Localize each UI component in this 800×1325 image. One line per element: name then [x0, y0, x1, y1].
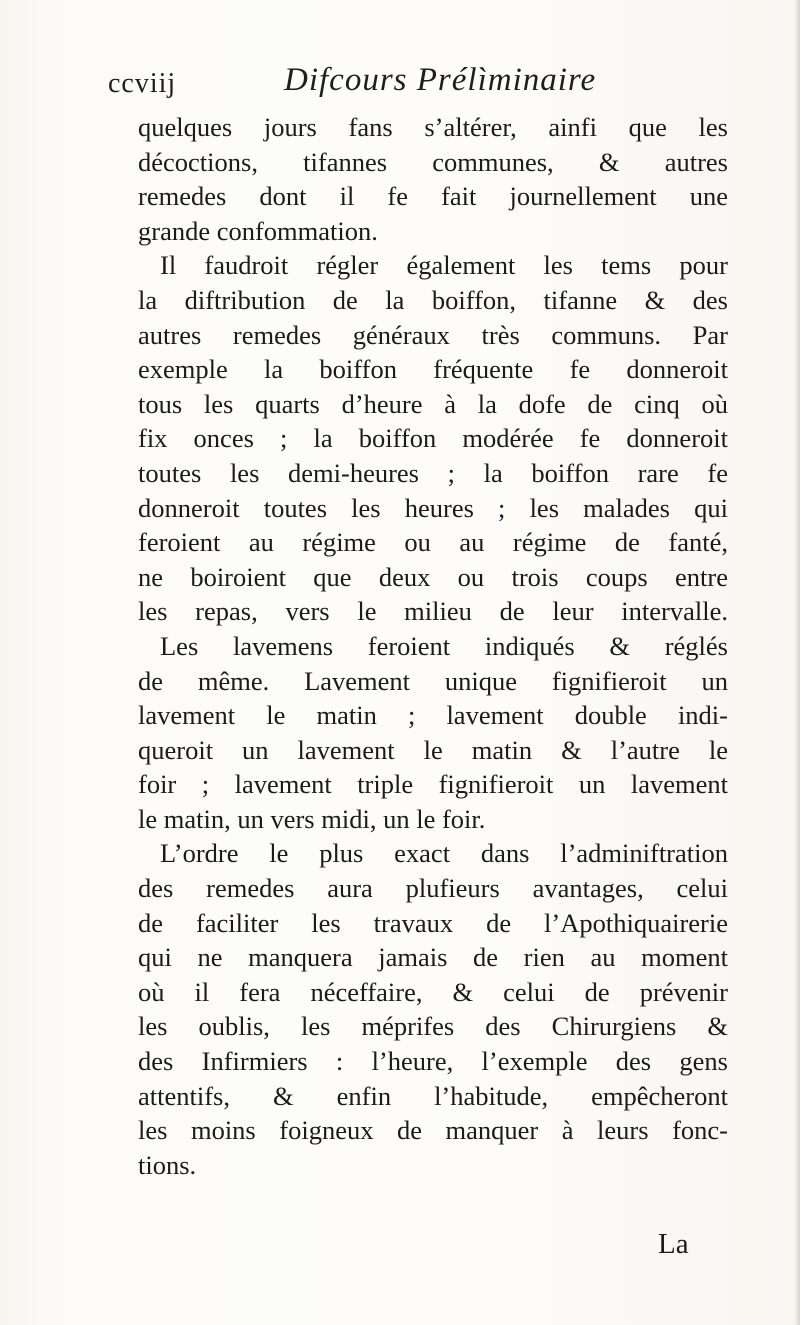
text-line: queroit un lavement le matin & l’autre le — [138, 734, 728, 765]
text-line: de même. Lavement unique fignifieroit un — [138, 665, 728, 696]
text-line: tous les quarts d’heure à la dofe de cinq où — [138, 388, 728, 419]
text-line: feroient au régime ou au régime de fanté, — [138, 527, 728, 558]
text-line: des Infirmiers : l’heure, l’exemple des gens — [138, 1046, 728, 1077]
text-line: lavement le matin ; lavement double indi- — [138, 700, 728, 731]
text-line: L’ordre le plus exact dans l’adminiftration — [160, 838, 728, 869]
text-line: qui ne manquera jamais de rien au moment — [138, 942, 728, 973]
text-line: donneroit toutes les heures ; les malades qui — [138, 492, 728, 523]
text-line: toutes les demi-heures ; la boiffon rare fe — [138, 457, 728, 488]
text-line: le matin, un vers midi, un le foir. — [138, 803, 486, 834]
folio-number: ccviij — [108, 68, 177, 99]
text-line: décoctions, tifannes communes, & autres — [138, 146, 728, 177]
text-line: les moins foigneux de manquer à leurs fonc- — [138, 1115, 728, 1146]
page-header — [108, 60, 708, 104]
text-line: les repas, vers le milieu de leur intervalle. — [138, 596, 728, 627]
text-line: quelques jours fans s’altérer, ainfi que les — [138, 112, 728, 142]
text-line: autres remedes généraux très communs. Par — [138, 319, 728, 350]
text-line: la diftribution de la boiffon, tifanne & des — [138, 284, 728, 315]
text-line: exemple la boiffon fréquente fe donneroit — [138, 354, 728, 385]
text-line: attentifs, & enfin l’habitude, empêcheront — [138, 1080, 728, 1111]
text-line: foir ; lavement triple fignifieroit un lavement — [138, 769, 728, 800]
text-line: Les lavemens feroient indiqués & réglés — [160, 630, 728, 661]
text-line: Il faudroit régler également les tems pour — [160, 250, 728, 281]
text-line: où il fera néceffaire, & celui de prévenir — [138, 976, 728, 1007]
body-text — [138, 110, 728, 1182]
page-edge-shadow — [794, 0, 800, 1325]
catchword: La — [658, 1228, 689, 1260]
text-line: de faciliter les travaux de l’Apothiquairerie — [138, 907, 728, 938]
text-line: les oublis, les méprifes des Chirurgiens & — [138, 1011, 728, 1042]
text-line: ne boiroient que deux ou trois coups entre — [138, 561, 728, 592]
text-line: fix onces ; la boiffon modérée fe donneroit — [138, 423, 728, 454]
text-line: des remedes aura plufieurs avantages, celui — [138, 873, 728, 904]
running-title: Difcours Prélìminaire — [284, 62, 597, 98]
text-line: remedes dont il fe fait journellement une — [138, 181, 728, 212]
text-line: tions. — [138, 1149, 197, 1180]
text-line: grande confommation. — [138, 215, 378, 246]
